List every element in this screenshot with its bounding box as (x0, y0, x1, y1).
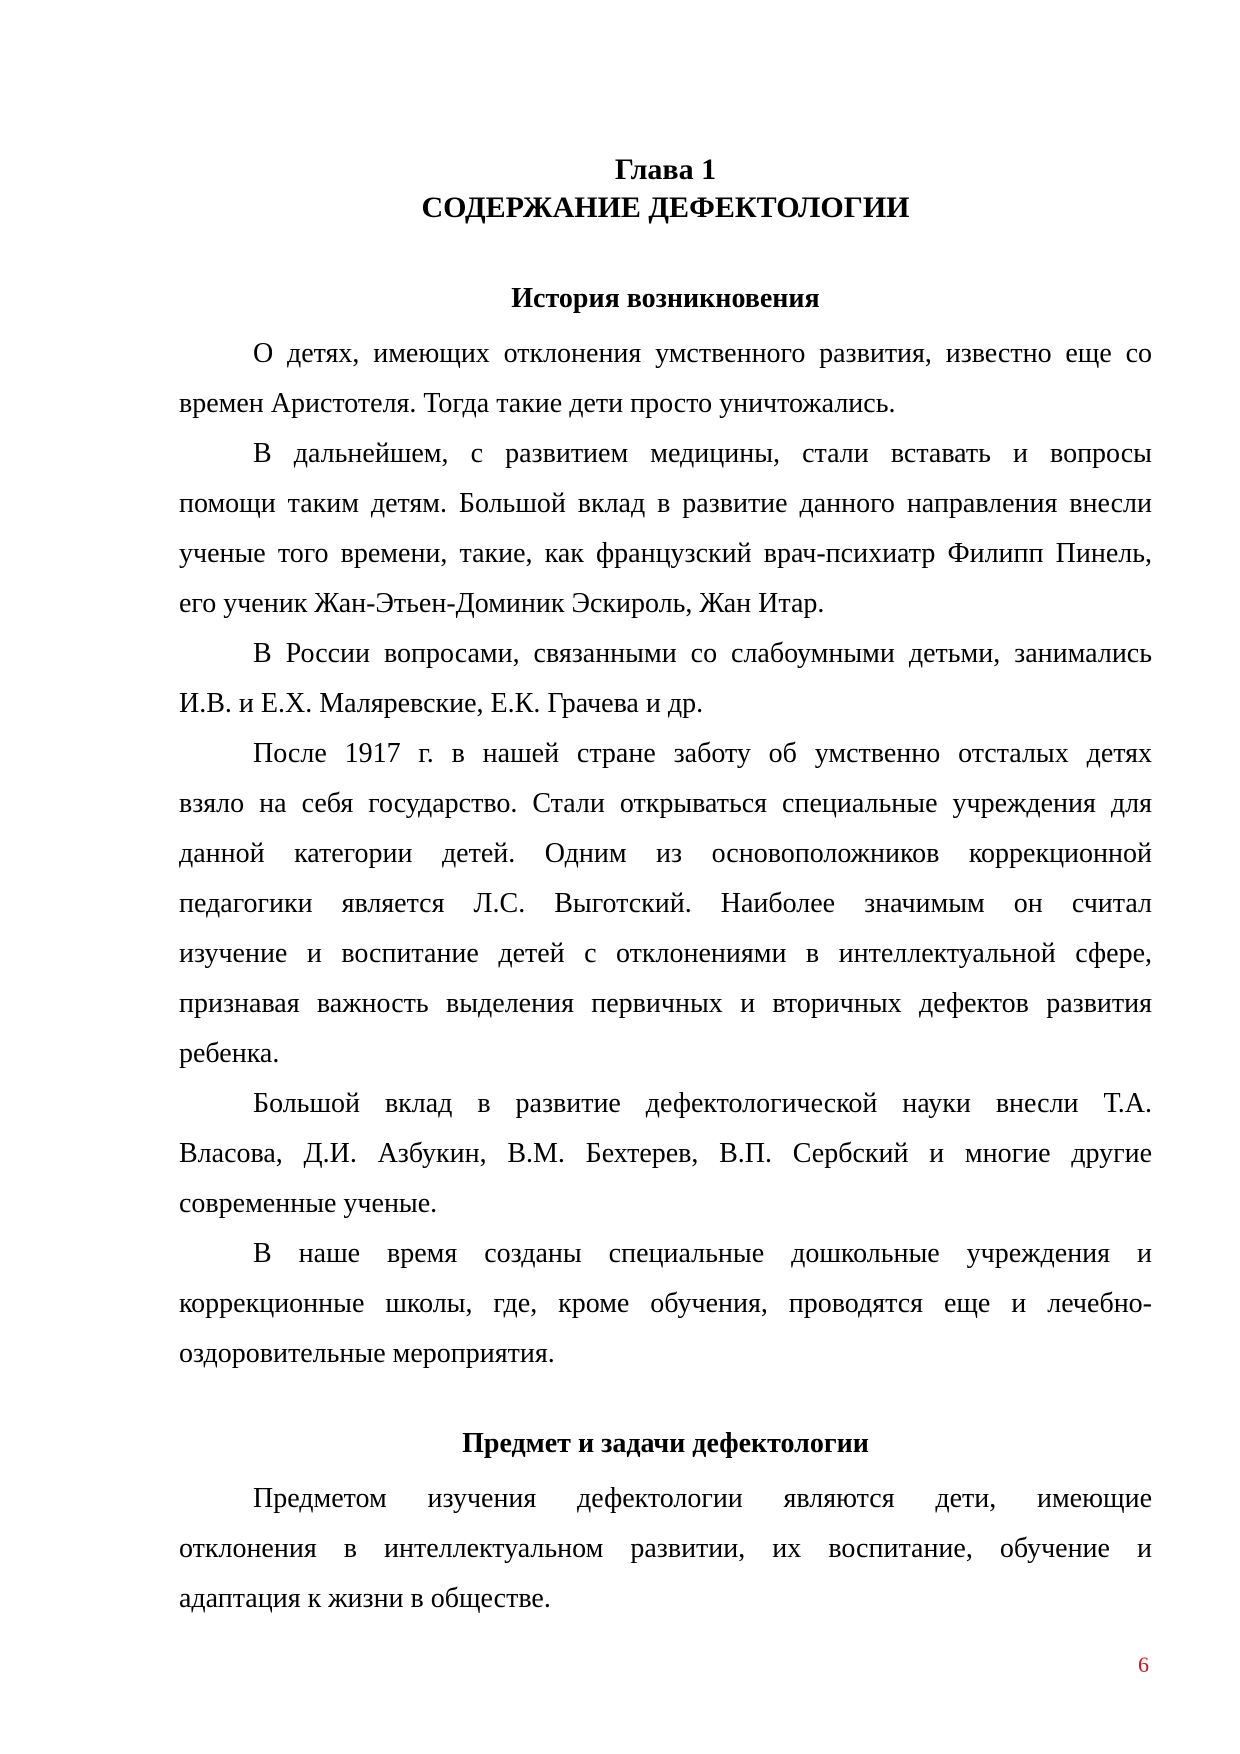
text-line: его ученик Жан-Этьен-Доминик Эскироль, Жан Итар. (179, 588, 825, 619)
paragraph (179, 1474, 1152, 1624)
text-line: признавая важность выделения первичных и вторичных дефектов развития (179, 988, 1152, 1019)
text-line: времен Аристотеля. Тогда такие дети просто уничтожались. (179, 388, 896, 419)
text-line: В России вопросами, связанными со слабоумными детьми, занимались (253, 638, 1152, 669)
text-line: взяло на себя государство. Стали открываться специальные учреждения для (179, 788, 1152, 819)
chapter-title: СОДЕРЖАНИЕ ДЕФЕКТОЛОГИИ (421, 191, 910, 224)
section-body-subject (179, 1474, 1152, 1624)
paragraph (179, 1229, 1152, 1379)
text-line: Власова, Д.И. Азбукин, В.М. Бехтерев, В.П. Сербский и многие другие (179, 1138, 1152, 1169)
text-line: оздоровительные мероприятия. (179, 1338, 555, 1369)
text-line: После 1917 г. в нашей стране заботу об умственно отсталых детях (253, 738, 1152, 769)
text-line: современные ученые. (179, 1188, 438, 1219)
paragraph (179, 1079, 1152, 1229)
text-line: коррекционные школы, где, кроме обучения, проводятся еще и лечебно- (179, 1288, 1152, 1319)
section-body-history (179, 329, 1152, 1379)
text-line: Большой вклад в развитие дефектологической науки внесли Т.А. (253, 1088, 1152, 1119)
text-line: В наше время созданы специальные дошкольные учреждения и (253, 1238, 1152, 1269)
text-line: педагогики является Л.С. Выготский. Наиболее значимым он считал (179, 888, 1152, 919)
text-line: ученые того времени, такие, как французский врач-психиатр Филипп Пинель, (179, 538, 1152, 569)
page-number: 6 (1138, 1652, 1149, 1677)
section-heading-history: История возникновения (511, 283, 820, 314)
section-heading-subject: Предмет и задачи дефектологии (462, 1428, 869, 1459)
text-line: изучение и воспитание детей с отклонениями в интеллектуальной сфере, (179, 938, 1152, 969)
paragraph (179, 429, 1152, 629)
text-line: ребенка. (179, 1038, 280, 1069)
text-line: данной категории детей. Одним из основоположников коррекционной (179, 838, 1152, 869)
chapter-label: Глава 1 (614, 153, 717, 186)
text-line: И.В. и Е.Х. Маляревские, Е.К. Грачева и др. (179, 688, 704, 719)
paragraph (179, 329, 1152, 429)
text-line: В дальнейшем, с развитием медицины, стали вставать и вопросы (253, 438, 1152, 469)
text-line: Предметом изучения дефектологии являются дети, имеющие (253, 1483, 1152, 1514)
text-line: отклонения в интеллектуальном развитии, их воспитание, обучение и (179, 1533, 1152, 1564)
text-line: адаптация к жизни в обществе. (179, 1583, 551, 1614)
text-line: помощи таким детям. Большой вклад в развитие данного направления внесли (179, 488, 1152, 519)
text-line: О детях, имеющих отклонения умственного развития, известно еще со (253, 338, 1152, 369)
paragraph (179, 729, 1152, 1079)
paragraph (179, 629, 1152, 729)
